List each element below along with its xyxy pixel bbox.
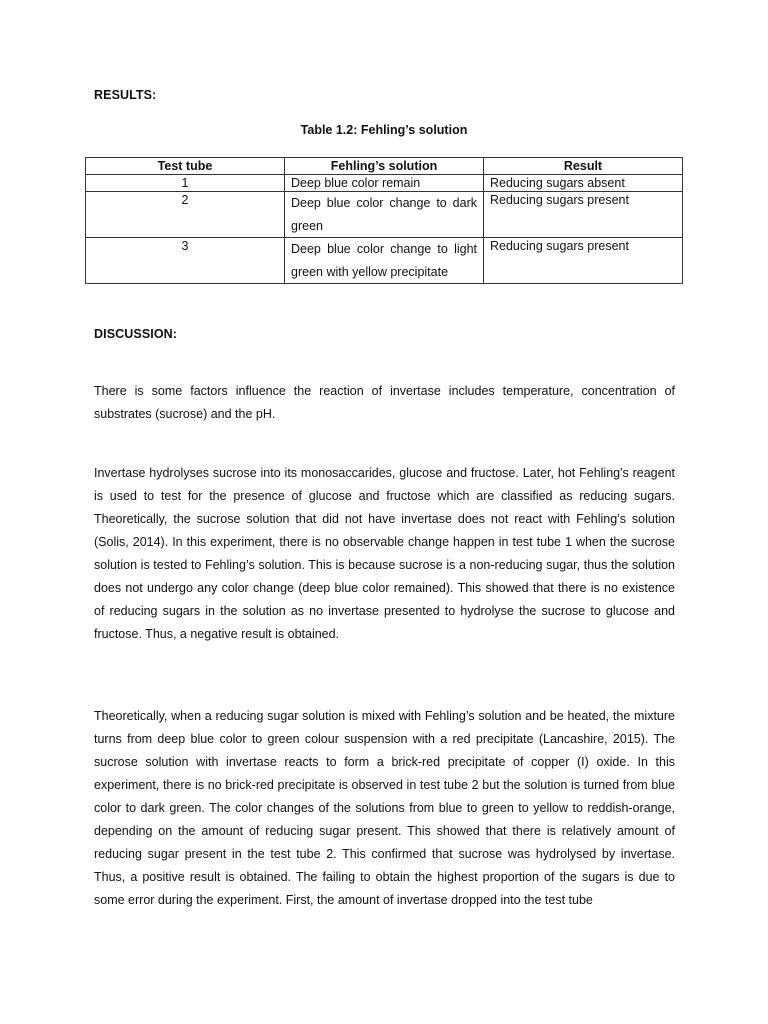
result-cell: Reducing sugars present [484,238,683,284]
table-header-row [86,158,683,175]
discussion-heading: DISCUSSION: [94,327,178,341]
column-header-fehling-solution: Fehling’s solution [285,158,484,175]
test-tube-cell: 2 [86,192,285,238]
table-caption: Table 1.2: Fehling’s solution [300,123,468,137]
table-row [86,192,683,238]
results-heading: RESULTS: [94,88,157,102]
fehling-results-table [85,157,683,284]
fehling-observation-cell: Deep blue color remain [285,175,484,192]
discussion-paragraph-factors: There is some factors influence the reaction of invertase includes temperature, concentration of substrates (sucrose) and the pH. [94,384,675,421]
discussion-paragraph-test-tube-2: Theoretically, when a reducing sugar solution is mixed with Fehling’s solution and be heated, the mixture turns from deep blue color to green colour suspension with a red precipitate (Lancashire, 2015). The sucrose solution with invertase reacts to form a brick-red precipitate of copper (I) oxide. In this experiment, there is no brick-red precipitate is observed in test tube 2 but the solution is turned from blue color to dark green. The color changes of the solutions from blue to green to yellow to reddish-orange, depending on the amount of reducing sugar present. This showed that there is relatively amount of reducing sugar present in the test tube 2. This confirmed that sucrose was hydrolysed by invertase. Thus, a positive result is obtained. The failing to obtain the highest proportion of the sugars is due to some error during the experiment. First, the amount of invertase dropped into the test tube [94,709,675,907]
result-cell: Reducing sugars absent [484,175,683,192]
test-tube-cell: 1 [86,175,285,192]
discussion-paragraph-test-tube-1: Invertase hydrolyses sucrose into its monosaccarides, glucose and fructose. Later, hot Fehling's reagent is used to test for the presence of glucose and fructose which are classified as reducing sugars. Theoretically, the sucrose solution that did not have invertase does not react with Fehling’s solution (Solis, 2014). In this experiment, there is no observable change happen in test tube 1 when the sucrose solution is tested to Fehling’s solution. This is because sucrose is a non-reducing sugar, thus the solution does not undergo any color change (deep blue color remained). This showed that there is no existence of reducing sugars in the solution as no invertase presented to hydrolyse the sucrose to glucose and fructose. Thus, a negative result is obtained. [94,466,675,641]
result-cell: Reducing sugars present [484,192,683,238]
column-header-result: Result [484,158,683,175]
fehling-observation-cell: Deep blue color change to light green with yellow precipitate [285,238,484,284]
fehling-observation-cell: Deep blue color change to dark green [285,192,484,238]
table-row [86,175,683,192]
test-tube-cell: 3 [86,238,285,284]
table-row [86,238,683,284]
column-header-test-tube: Test tube [86,158,285,175]
